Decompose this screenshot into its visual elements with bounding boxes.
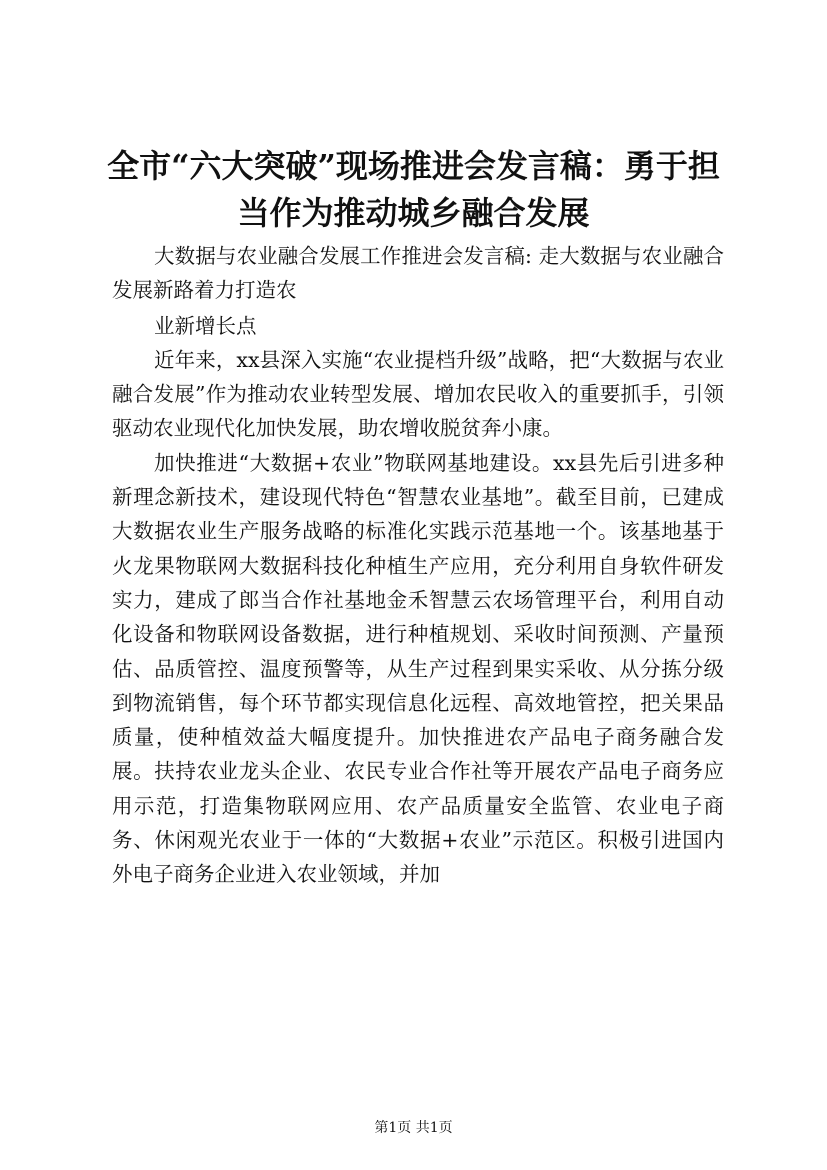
document-body	[112, 239, 724, 892]
document-title: 全市“六大突破”现场推进会发言稿：勇于担当作为推动城乡融合发展	[107, 147, 720, 232]
page-number: 第1页 共1页	[374, 1120, 453, 1136]
intro-paragraph: 近年来，xx县深入实施“农业提档升级”战略，把“大数据与农业融合发展”作为推动农业转型发展、增加农民收入的重要抓手，引领驱动农业现代化加快发展，助农增收脱贫奔小康。	[112, 347, 724, 441]
subtitle-continuation: 业新增长点	[154, 313, 257, 338]
body-paragraph: 加快推进“大数据+农业”物联网基地建设。xx县先后引进多种新理念新技术，建设现代特色“智慧农业基地”。截至目前，已建成大数据农业生产服务战略的标准化实践示范基地一个。该基地基于火龙果物联网大数据科技化种植生产应用，充分利用自身软件研发实力，建成了郎当合作社基地金禾智慧云农场管理平台，利用自动化设备和物联网设备数据，进行种植规划、采收时间预测、产量预估、品质管控、温度预警等，从生产过程到果实采收、从分拣分级到物流销售，每个环节都实现信息化远程、高效地管控，把关果品质量，使种植效益大幅度提升。加快推进农产品电子商务融合发展。扶持农业龙头企业、农民专业合作社等开展农产品电子商务应用示范，打造集物联网应用、农产品质量安全监管、农业电子商务、休闲观光农业于一体的“大数据+农业”示范区。积极引进国内外电子商务企业进入农业领域，并加	[112, 450, 724, 887]
page-footer	[0, 1119, 827, 1137]
subtitle-paragraph: 大数据与农业融合发展工作推进会发言稿: 走大数据与农业融合发展新路着力打造农	[112, 244, 724, 303]
